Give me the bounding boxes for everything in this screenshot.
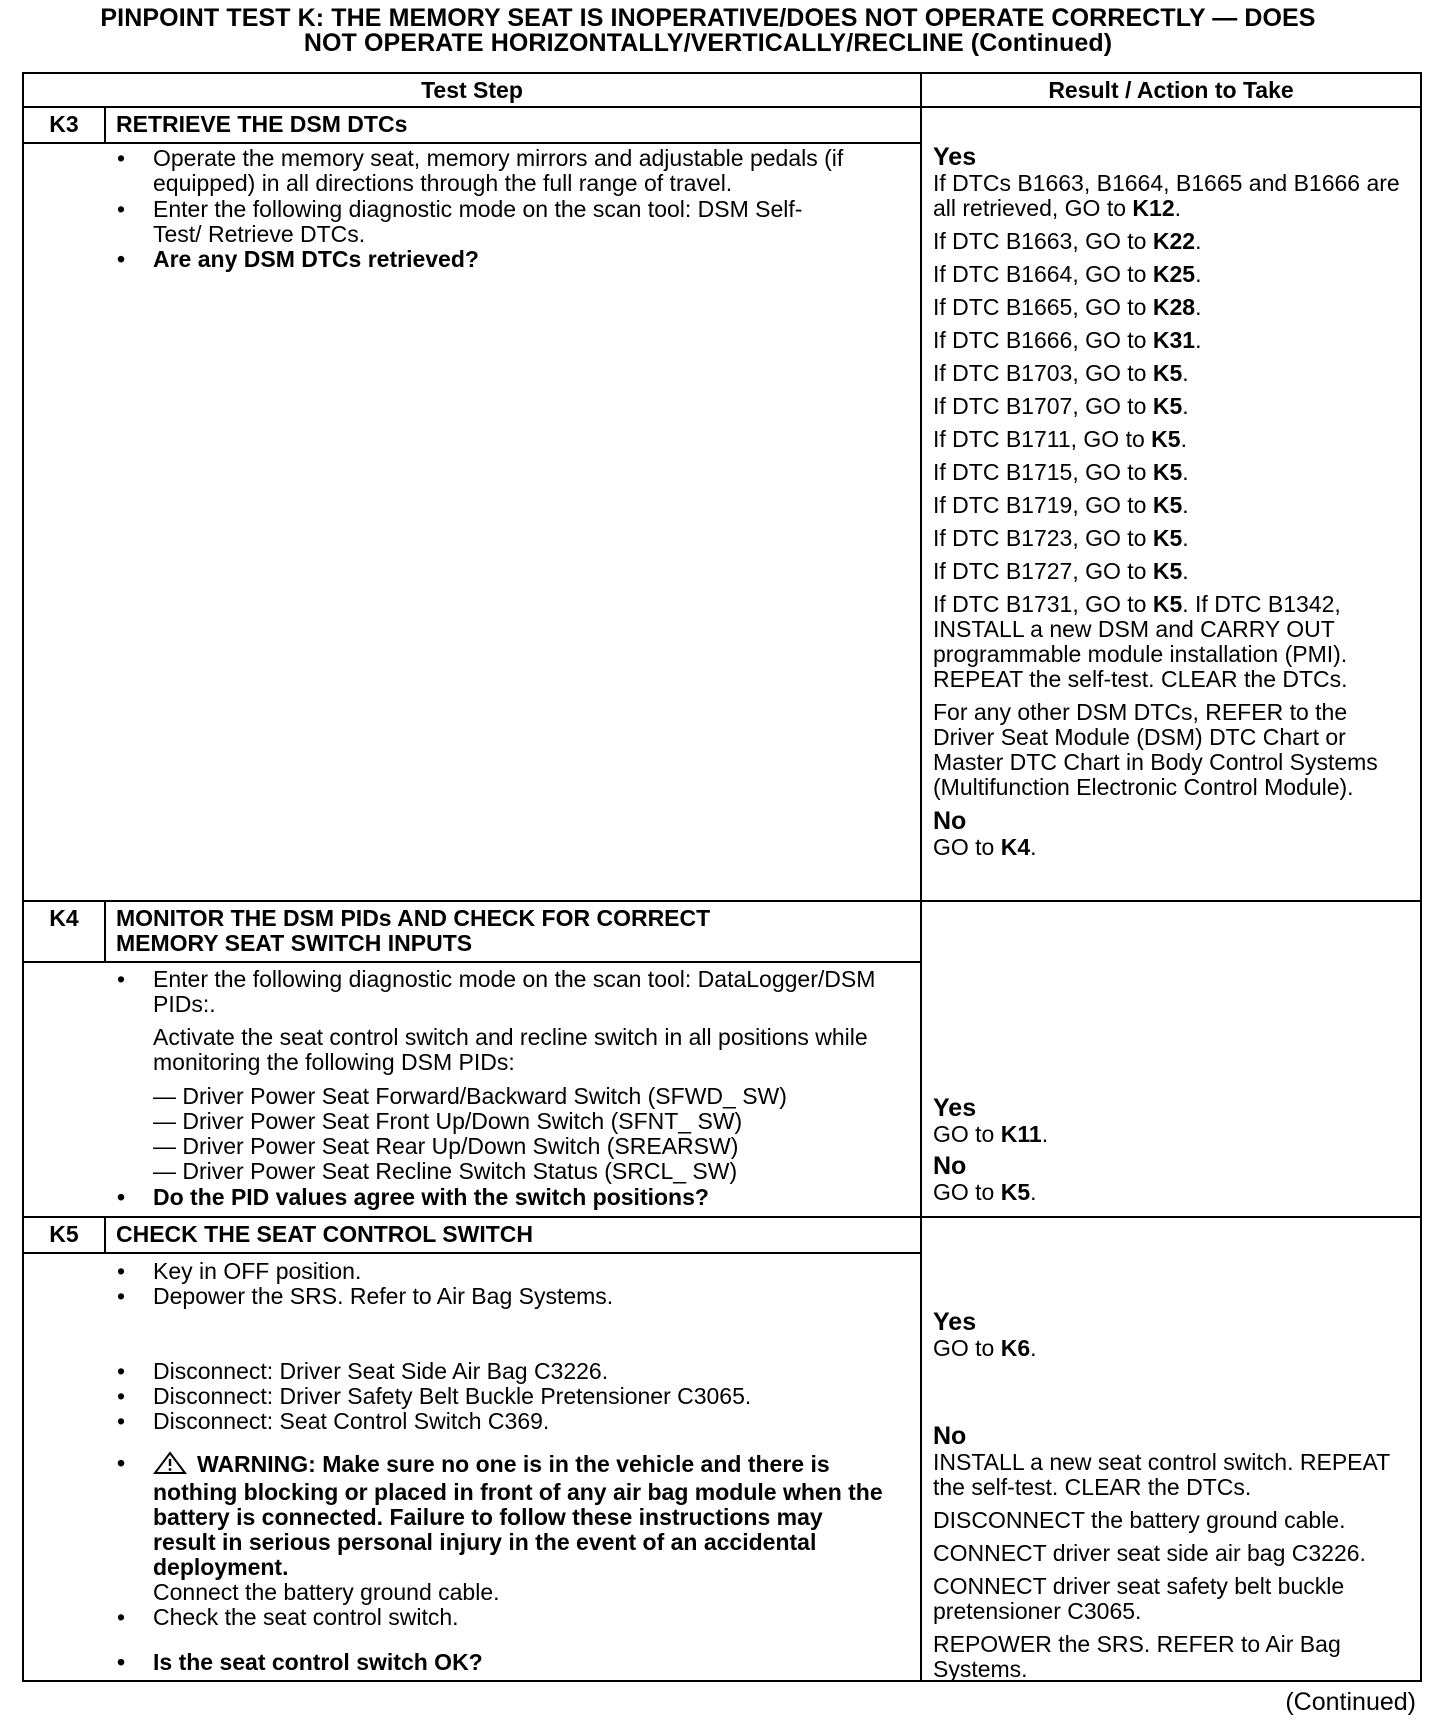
k3-dtc-line: If DTC B1703, GO to (933, 360, 1153, 386)
k5-yes-result: Yes GO to K6. (933, 1309, 1413, 1361)
k5-no-action: REPOWER the SRS. REFER to Air Bag Systems. (933, 1631, 1341, 1682)
k3-dtc-line: If DTC B1711, GO to (933, 426, 1152, 452)
k4-yes-ref: K11 (1000, 1121, 1042, 1147)
k4-pid: — Driver Power Seat Front Up/Down Switch (SFNT_ SW) (153, 1108, 743, 1134)
k3-dtc-ref: K22 (1152, 228, 1196, 254)
k4-pid: — Driver Power Seat Rear Up/Down Switch (SREARSW) (153, 1133, 739, 1159)
k3-dtc-line: If DTC B1723, GO to (933, 525, 1153, 551)
k3-dtc-line: If DTC B1707, GO to (933, 393, 1153, 419)
k3-dtc-ref: K28 (1152, 294, 1196, 320)
k5-step: • Disconnect: Driver Safety Belt Buckle Pretensioner C3065. (117, 1384, 907, 1409)
k5-title-rule (22, 1252, 922, 1254)
k5-warning-list (117, 1451, 883, 1675)
k3-dtc-ref: K5 (1152, 525, 1183, 551)
k3-dtc-line: If DTC B1666, GO to (933, 327, 1153, 353)
k3-dtc-all-ref: K12 (1132, 195, 1175, 221)
k3-yes-label: Yes (933, 143, 977, 171)
k3-no-label: No (933, 807, 967, 835)
k3-id-divider (104, 106, 106, 142)
k4-title-line: MONITOR THE DSM PIDs AND CHECK FOR CORRECT (116, 905, 711, 931)
k5-step: • Disconnect: Driver Seat Side Air Bag C3226. (117, 1359, 907, 1384)
step-id-k4: K4 (49, 905, 79, 931)
header-rule (22, 106, 1422, 108)
step-title-k3: RETRIEVE THE DSM DTCs (116, 111, 408, 137)
k4-question-list (117, 1185, 907, 1210)
k4-id-divider (104, 900, 106, 961)
k3-b1731-rest: . If DTC B1342, INSTALL a new DSM and CARRY OUT programmable module installation (PMI). REPEAT the self-test. CLEAR the DTCs. (933, 591, 1348, 692)
k5-warning-text: WARNING: Make sure no one is in the vehicle and there is nothing blocking or placed in front of any air bag module when the battery is connected. Failure to follow these instructions may result in serious personal injury in the event of an accidental deployment. (153, 1451, 883, 1580)
k3-question: • Are any DSM DTCs retrieved? (117, 247, 847, 272)
k5-step: • Key in OFF position. (117, 1259, 907, 1284)
k4-no-label: No (933, 1152, 967, 1180)
k5-yes-ref: K6 (1000, 1335, 1031, 1361)
k5-steps-b (117, 1359, 907, 1434)
k3-dtc-ref: K5 (1152, 393, 1183, 419)
k5-top-rule (22, 1216, 1422, 1218)
step-id-k5: K5 (49, 1221, 79, 1247)
k5-id-divider (104, 1216, 106, 1252)
k3-no-ref: K4 (1000, 834, 1031, 860)
k5-no-result (933, 1423, 1413, 1682)
k3-b1731-text: If DTC B1731, GO to (933, 591, 1153, 617)
step-title-k5: CHECK THE SEAT CONTROL SWITCH (116, 1221, 533, 1247)
k5-step: • Disconnect: Seat Control Switch C369. (117, 1409, 907, 1434)
k5-question: • Is the seat control switch OK? (117, 1650, 883, 1675)
column-divider (920, 72, 922, 1682)
k5-no-action: DISCONNECT the battery ground cable. (933, 1507, 1346, 1533)
k3-other-dtcs: For any other DSM DTCs, REFER to the Driver Seat Module (DSM) DTC Chart or Master DTC Chart in Body Control Systems (Multifunction Electronic Control Module). (933, 699, 1378, 800)
k3-results: Yes If DTCs B1663, B1664, B1665 and B1666 are all retrieved, GO to K12. If DTC B1663, GO to K22. If DTC B1664, GO to K25. If DTC B1665, GO to K28. If DTC B1666, GO to K31. If DTC B1703, GO to K5. If DTC B1707, GO to K5. If DTC B1711, GO to K5. If DTC B1715, GO to K5. If DTC B1719, GO to K5. If DTC B1723, GO to K5. If DTC B1727, GO to K5. If DTC B1731, GO to K5. If DTC B1342, INSTALL a new DSM and CARRY OUT programmable module installation (PMI). REPEAT the self-test. CLEAR the DTCs. For any other DSM DTCs, REFER to the Driver Seat Module (DSM) DTC Chart or Master DTC Chart in Body Control Systems (Multifunction Electronic Control Module). No GO to K4. (933, 144, 1413, 860)
header-test-step: Test Step (421, 77, 523, 103)
k3-dtc-line: If DTC B1665, GO to (933, 294, 1153, 320)
k4-yes-label: Yes (933, 1094, 977, 1122)
header-result: Result / Action to Take (1048, 77, 1294, 103)
k4-question: • Do the PID values agree with the switch positions? (117, 1185, 907, 1210)
k4-no-ref: K5 (1000, 1179, 1031, 1205)
k3-step: • Enter the following diagnostic mode on the scan tool: DSM Self-Test/ Retrieve DTCs. (117, 197, 847, 247)
k3-dtc-line: If DTC B1663, GO to (933, 228, 1153, 254)
k5-no-action: CONNECT driver seat safety belt buckle pretensioner C3065. (933, 1573, 1345, 1624)
k4-step: • Enter the following diagnostic mode on the scan tool: DataLogger/DSM PIDs:. (117, 967, 907, 1017)
k4-step-cont: Activate the seat control switch and recline switch in all positions while monitoring the following DSM PIDs: (153, 1024, 868, 1075)
k5-no-action: INSTALL a new seat control switch. REPEAT the self-test. CLEAR the DTCs. (933, 1449, 1390, 1500)
k3-dtc-ref: K5 (1152, 360, 1183, 386)
k4-results: Yes GO to K11. No GO to K5. (933, 1095, 1413, 1205)
k4-steps (117, 967, 907, 1075)
k3-dtc-ref: K5 (1152, 558, 1183, 584)
k3-dtc-ref: K31 (1152, 327, 1196, 353)
k3-dtc-ref: K25 (1152, 261, 1196, 287)
k3-step: • Operate the memory seat, memory mirrors and adjustable pedals (if equipped) in all directions through the full range of travel. (117, 146, 847, 196)
k3-dtc-line: If DTC B1719, GO to (933, 492, 1153, 518)
k4-no-text: GO to (933, 1179, 1001, 1205)
k5-check: • Check the seat control switch. (117, 1605, 883, 1630)
k3-dtc-ref: K5 (1151, 426, 1181, 452)
k3-dtc-all-text: If DTCs B1663, B1664, B1665 and B1666 are all retrieved, GO to (933, 170, 1400, 221)
k5-warning-item (117, 1451, 883, 1580)
title-line-2: NOT OPERATE HORIZONTALLY/VERTICALLY/RECLINE (Continued) (303, 29, 1113, 57)
k3-dtc-line: If DTC B1727, GO to (933, 558, 1153, 584)
k3-steps (117, 146, 847, 272)
k5-warning-cont: Connect the battery ground cable. (153, 1579, 500, 1605)
title-line-1: PINPOINT TEST K: THE MEMORY SEAT IS INOPERATIVE/DOES NOT OPERATE CORRECTLY — DOES (100, 4, 1316, 32)
k4-title-line: MEMORY SEAT SWITCH INPUTS (116, 930, 473, 956)
step-title-k4 (116, 906, 710, 956)
k3-dtc-line: If DTC B1664, GO to (933, 261, 1153, 287)
k5-step: • Depower the SRS. Refer to Air Bag Systems. (117, 1284, 907, 1309)
continued-label: (Continued) (1285, 1688, 1416, 1716)
k3-no-text: GO to (933, 834, 1001, 860)
k4-pid: — Driver Power Seat Recline Switch Status (SRCL_ SW) (153, 1158, 738, 1184)
k3-title-rule (22, 142, 922, 144)
k4-top-rule (22, 900, 1422, 902)
k3-dtc-line: If DTC B1715, GO to (933, 459, 1153, 485)
k3-dtc-ref: K5 (1152, 459, 1183, 485)
k4-pid: — Driver Power Seat Forward/Backward Switch (SFWD_ SW) (153, 1083, 787, 1109)
k4-yes-text: GO to (933, 1121, 1001, 1147)
k4-pid-list (153, 1084, 787, 1184)
k5-yes-text: GO to (933, 1335, 1001, 1361)
page-title (0, 6, 1416, 56)
k4-title-rule (22, 961, 922, 963)
warning-icon (153, 1451, 187, 1480)
k3-dtc-ref: K5 (1152, 492, 1183, 518)
k5-steps-a (117, 1259, 907, 1309)
k5-yes-label: Yes (933, 1308, 977, 1336)
k5-no-label: No (933, 1422, 967, 1450)
k3-b1731-ref: K5 (1152, 591, 1183, 617)
k5-no-action: CONNECT driver seat side air bag C3226. (933, 1540, 1366, 1566)
step-id-k3: K3 (49, 111, 79, 137)
